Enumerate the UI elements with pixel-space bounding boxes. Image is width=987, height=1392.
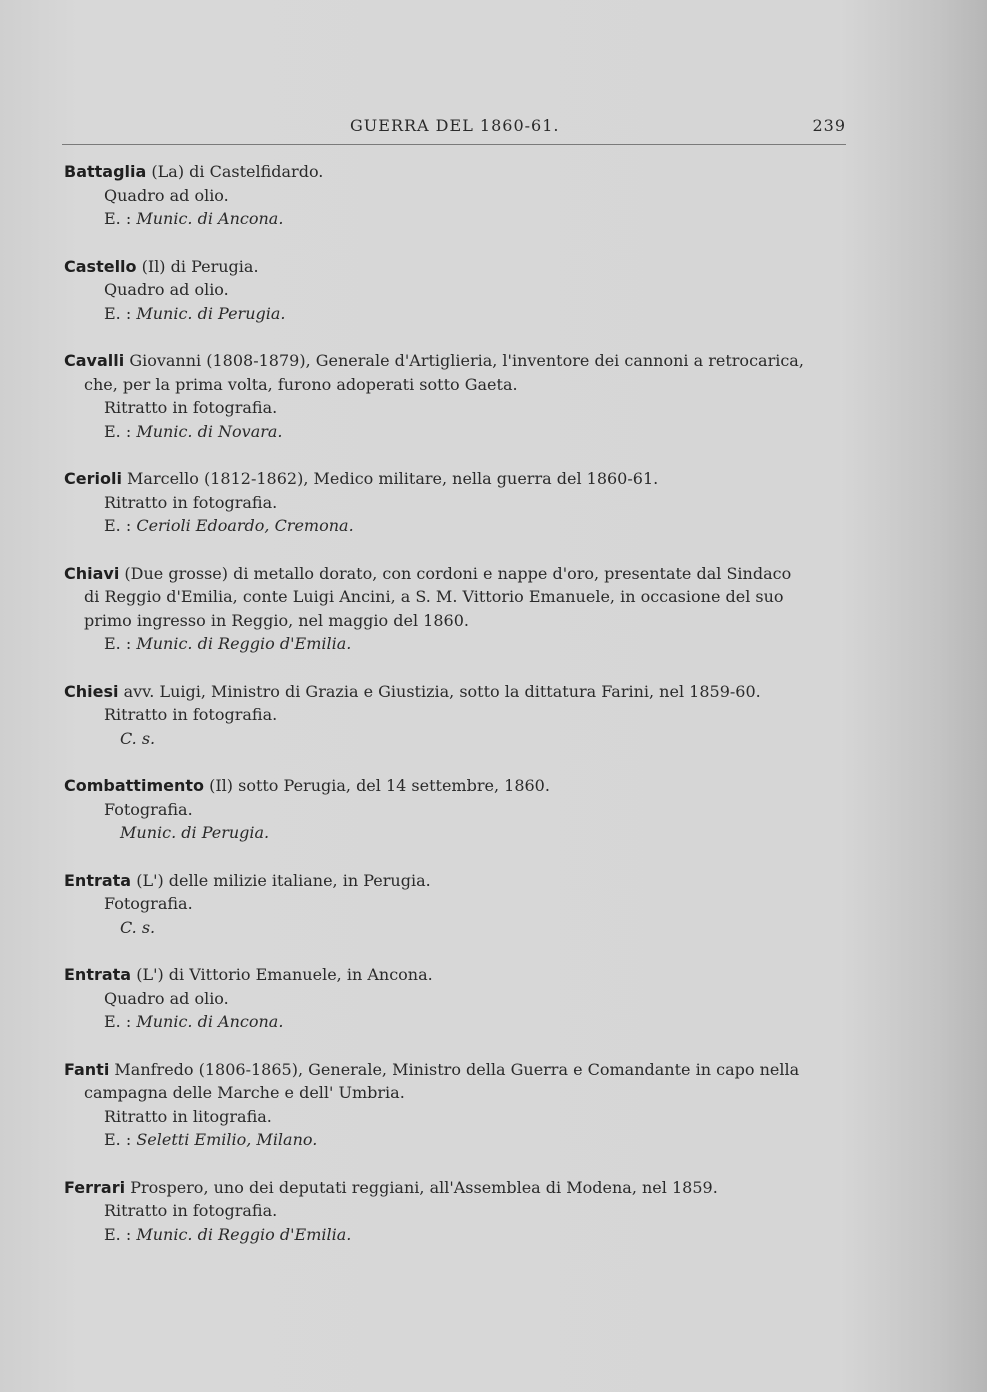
source-name: Munic. di Perugia. (120, 823, 270, 842)
entry-description: (La) di Castelfidardo. (151, 162, 324, 181)
source-prefix: E. : (104, 1130, 132, 1149)
catalogue-entry (64, 255, 854, 326)
entry-heading (64, 160, 854, 184)
catalogue-entry (64, 1058, 854, 1152)
running-head (60, 116, 850, 140)
entry-heading (64, 869, 854, 893)
source-name: Munic. di Ancona. (136, 209, 284, 228)
source-name: C. s. (120, 728, 156, 748)
entry-name: Castello (64, 256, 137, 276)
catalogue-entry (64, 349, 854, 443)
entry-description: Manfredo (1806-1865), Generale, Ministro della Guerra e Comandante in capo nella (114, 1059, 800, 1079)
entry-source (120, 727, 854, 751)
entry-continuation: che, per la prima volta, furono adoperati sotto Gaeta. (84, 374, 518, 394)
source-prefix: E. : (104, 209, 132, 228)
entry-name: Ferrari (64, 1177, 126, 1197)
source-name: Cerioli Edoardo, Cremona. (136, 516, 354, 535)
entry-name: Entrata (64, 870, 132, 890)
entry-continuation: di Reggio d'Emilia, conte Luigi Ancini, a S. M. Vittorio Emanuele, in occasione del suo (84, 587, 784, 606)
entry-medium: Ritratto in fotografia. (104, 1201, 278, 1220)
source-prefix: E. : (104, 421, 132, 441)
catalogue-entry (64, 467, 854, 538)
entry-name: Chiesi (64, 681, 119, 701)
source-name: Munic. di Novara. (136, 421, 283, 441)
source-name: C. s. (120, 917, 156, 937)
entry-source (104, 302, 854, 326)
catalogue-entry (64, 680, 854, 751)
catalogue-entries (64, 160, 854, 1270)
entry-description: Marcello (1812-1862), Medico militare, nella guerra del 1860-61. (127, 469, 659, 488)
entry-heading (64, 1058, 854, 1082)
entry-source (104, 420, 854, 444)
source-name: Munic. di Reggio d'Emilia. (136, 1224, 352, 1244)
source-name: Munic. di Reggio d'Emilia. (136, 634, 352, 653)
entry-source (120, 821, 854, 845)
entry-description: Giovanni (1808-1879), Generale d'Artiglieria, l'inventore dei cannoni a retrocarica, (129, 351, 804, 370)
entry-name: Chiavi (64, 563, 120, 583)
entry-description: (L') delle milizie italiane, in Perugia. (136, 870, 431, 890)
entry-heading (64, 1176, 854, 1200)
catalogue-entry (64, 774, 854, 845)
entry-heading (64, 963, 854, 987)
catalogue-entry (64, 562, 854, 656)
entry-medium: Ritratto in fotografia. (104, 705, 278, 724)
entry-source (104, 1128, 854, 1152)
entry-name: Entrata (64, 965, 132, 984)
catalogue-entry (64, 160, 854, 231)
running-title: GUERRA DEL 1860-61. (350, 116, 560, 135)
entry-heading (64, 562, 854, 586)
catalogue-entry (64, 869, 854, 940)
page-number: 239 (812, 116, 846, 135)
entry-description: (Il) di Perugia. (141, 256, 259, 276)
catalogue-entry (64, 963, 854, 1034)
entry-name: Battaglia (64, 162, 147, 181)
entry-name: Cavalli (64, 351, 125, 370)
entry-description: avv. Luigi, Ministro di Grazia e Giustizia, sotto la dittatura Farini, nel 1859-60. (123, 681, 761, 701)
entry-medium: Quadro ad olio. (104, 280, 229, 299)
source-prefix: E. : (104, 1012, 132, 1031)
entry-heading (64, 349, 854, 373)
source-name: Seletti Emilio, Milano. (136, 1130, 318, 1149)
source-name: Munic. di Ancona. (136, 1012, 284, 1031)
source-prefix: E. : (104, 1224, 132, 1244)
entry-medium: Quadro ad olio. (104, 988, 229, 1008)
entry-source (104, 1223, 854, 1247)
source-prefix: E. : (104, 303, 132, 323)
entry-heading (64, 255, 854, 279)
entry-medium: Fotografia. (104, 894, 193, 913)
entry-medium: Fotografia. (104, 799, 193, 819)
entry-description: (Due grosse) di metallo dorato, con cordoni e nappe d'oro, presentate dal Sindaco (124, 563, 792, 583)
catalogue-entry (64, 1176, 854, 1247)
entry-source (104, 207, 854, 231)
header-rule (62, 144, 846, 145)
entry-source (104, 1010, 854, 1034)
entry-source (104, 632, 854, 656)
entry-name: Fanti (64, 1059, 110, 1079)
entry-medium: Ritratto in fotografia. (104, 398, 278, 417)
entry-medium: Ritratto in fotografia. (104, 492, 278, 512)
entry-heading (64, 774, 854, 798)
entry-description: (L') di Vittorio Emanuele, in Ancona. (136, 965, 433, 984)
entry-heading (64, 467, 854, 491)
entry-description: (Il) sotto Perugia, del 14 settembre, 1860. (209, 776, 550, 795)
entry-continuation: campagna delle Marche e dell' Umbria. (84, 1083, 405, 1102)
entry-continuation: primo ingresso in Reggio, nel maggio del 1860. (84, 610, 469, 630)
entry-source (104, 514, 854, 538)
entry-name: Combattimento (64, 776, 204, 795)
entry-medium: Quadro ad olio. (104, 185, 229, 205)
source-prefix: E. : (104, 634, 132, 653)
entry-heading (64, 680, 854, 704)
entry-description: Prospero, uno dei deputati reggiani, all'Assemblea di Modena, nel 1859. (130, 1177, 718, 1197)
source-prefix: E. : (104, 516, 132, 535)
source-name: Munic. di Perugia. (136, 303, 286, 323)
entry-source (120, 916, 854, 940)
entry-name: Cerioli (64, 469, 122, 488)
entry-medium: Ritratto in litografia. (104, 1106, 272, 1126)
